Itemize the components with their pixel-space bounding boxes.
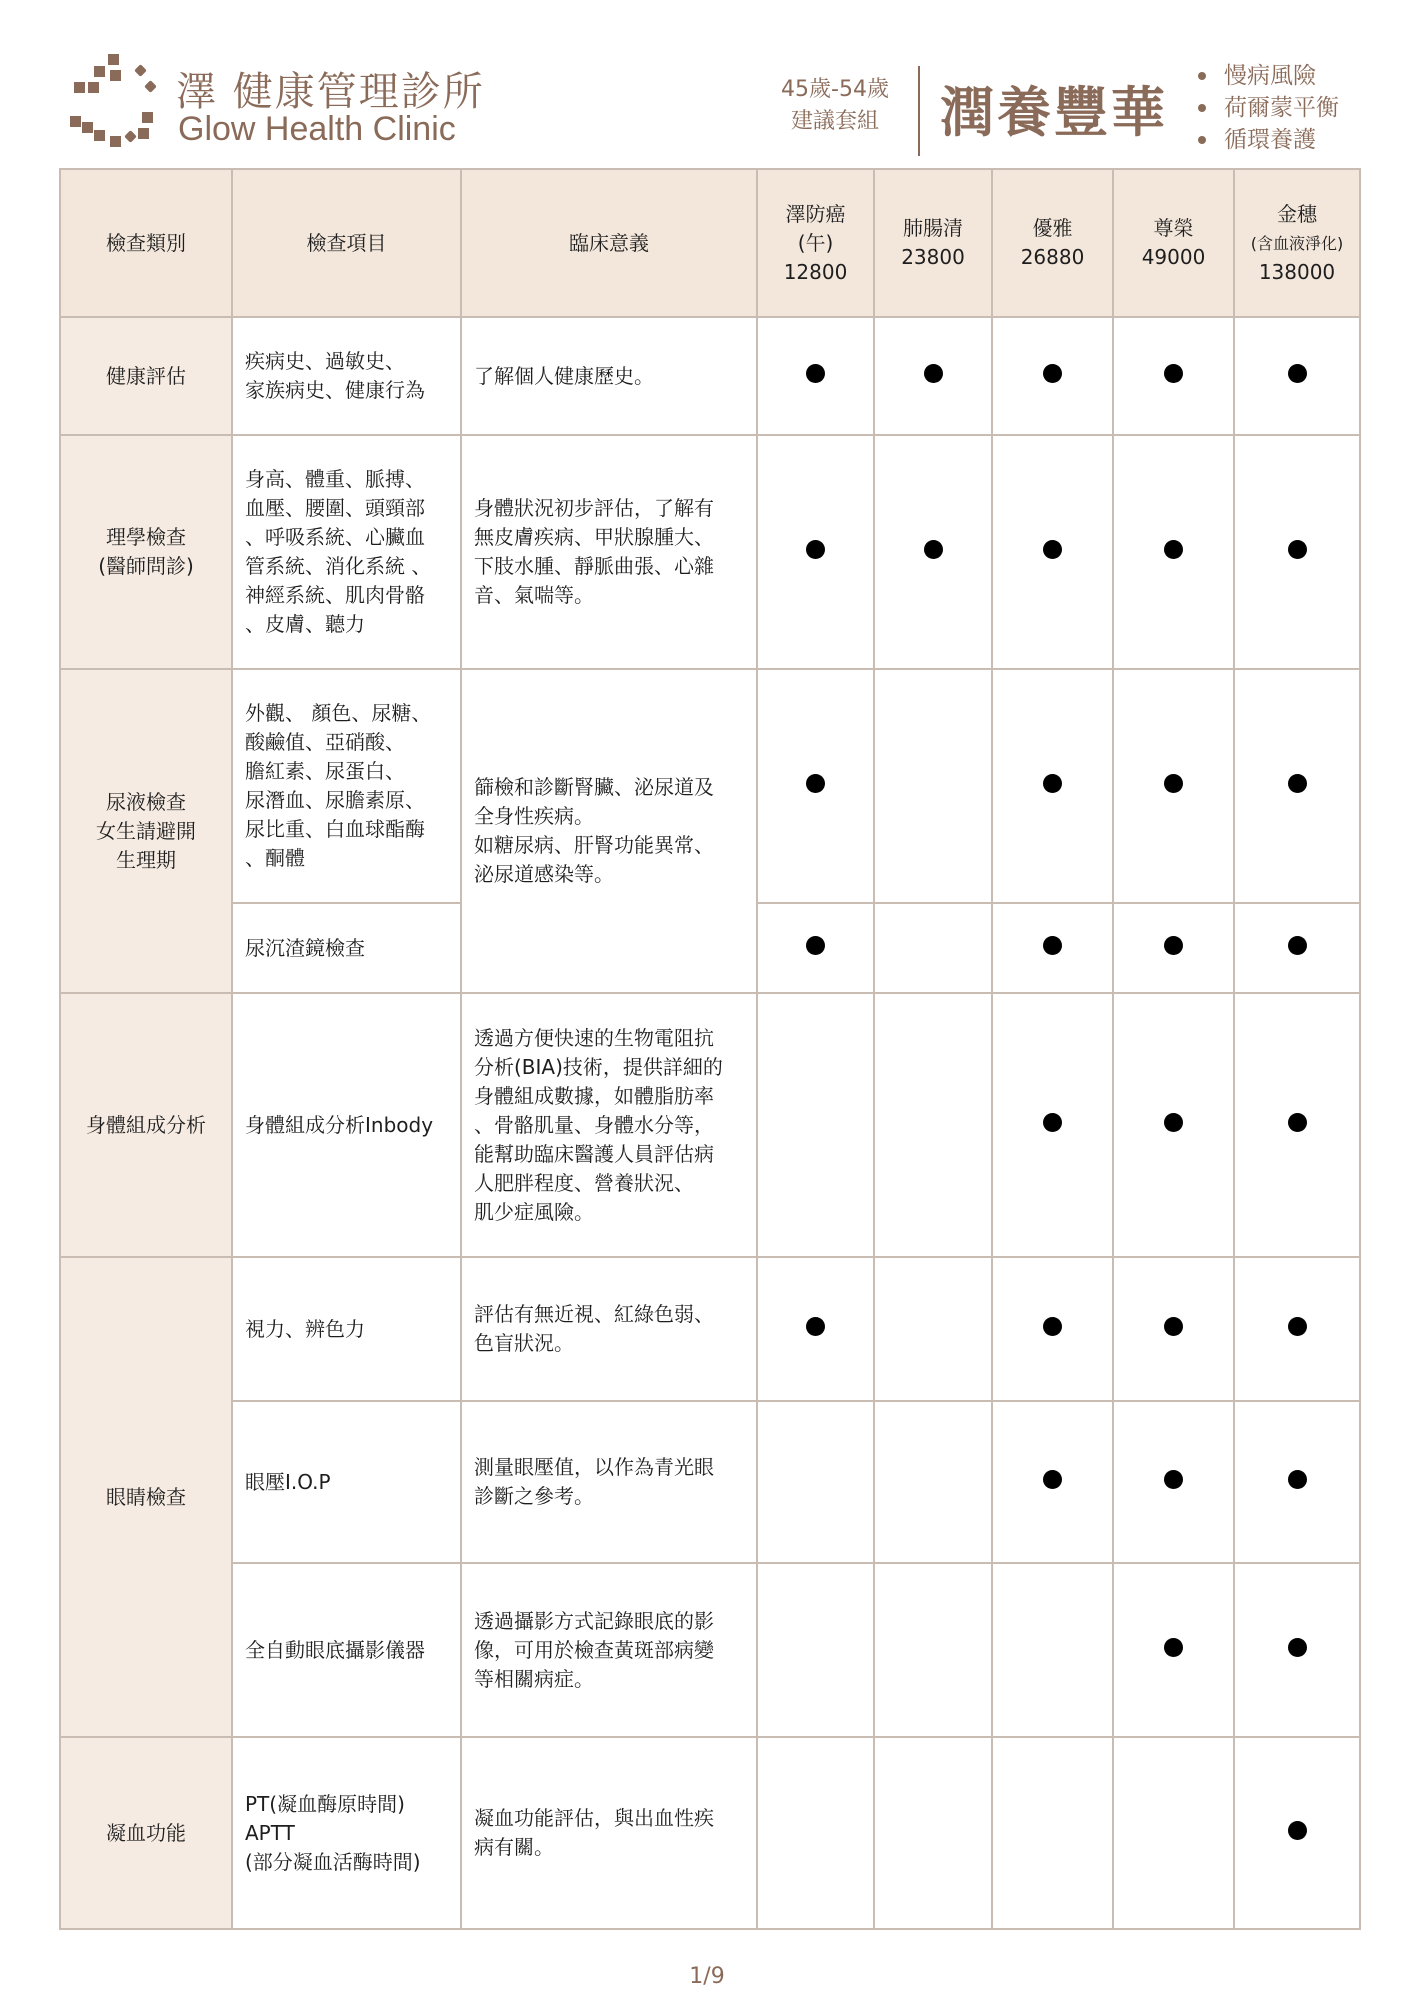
included-dot-icon	[1164, 1638, 1183, 1657]
included-dot-icon	[1288, 1317, 1307, 1336]
included-dot-icon	[1288, 1638, 1307, 1657]
table-row	[60, 1563, 1360, 1737]
category-cell: 理學檢查 (醫師問診)	[60, 435, 232, 669]
bullet-icon	[1198, 136, 1206, 144]
check-cell	[1113, 1737, 1234, 1929]
check-cell	[1113, 1563, 1234, 1737]
included-dot-icon	[1164, 1470, 1183, 1489]
check-cell	[757, 1257, 874, 1401]
category-cell: 凝血功能	[60, 1737, 232, 1929]
included-dot-icon	[1164, 1317, 1183, 1336]
category-cell: 健康評估	[60, 317, 232, 435]
included-dot-icon	[924, 364, 943, 383]
check-cell	[1113, 435, 1234, 669]
age-label: 建議套組	[790, 109, 879, 134]
header-plan-4: 尊榮 49000	[1113, 169, 1234, 317]
check-cell	[874, 903, 992, 993]
header-plan-2: 肺腸清 23800	[874, 169, 992, 317]
included-dot-icon	[924, 540, 943, 559]
check-cell	[1234, 1257, 1360, 1401]
check-cell	[1234, 317, 1360, 435]
check-cell	[992, 1563, 1113, 1737]
header-category: 檢查類別	[60, 169, 232, 317]
check-cell	[1113, 903, 1234, 993]
meaning-cell: 透過攝影方式記錄眼底的影 像，可用於檢查黃斑部病變 等相關病症。	[461, 1563, 757, 1737]
check-cell	[1234, 1401, 1360, 1563]
age-range: 45歲-54歲	[781, 77, 889, 102]
included-dot-icon	[1164, 540, 1183, 559]
table-row	[60, 669, 1360, 903]
included-dot-icon	[1164, 364, 1183, 383]
feature-list	[1198, 60, 1339, 156]
included-dot-icon	[1164, 936, 1183, 955]
included-dot-icon	[806, 1317, 825, 1336]
category-cell: 眼睛檢查	[60, 1257, 232, 1737]
check-cell	[757, 317, 874, 435]
included-dot-icon	[1043, 364, 1062, 383]
included-dot-icon	[1043, 1470, 1062, 1489]
clinic-name-zh: 澤 健康管理診所	[176, 69, 485, 115]
check-cell	[992, 317, 1113, 435]
feature-item: 慢病風險	[1198, 60, 1339, 92]
check-cell	[757, 903, 874, 993]
check-cell	[874, 435, 992, 669]
meaning-cell: 評估有無近視、紅綠色弱、 色盲狀況。	[461, 1257, 757, 1401]
check-cell	[1234, 1563, 1360, 1737]
meaning-cell: 凝血功能評估，與出血性疾 病有關。	[461, 1737, 757, 1929]
check-cell	[874, 669, 992, 903]
check-cell	[992, 669, 1113, 903]
check-cell	[874, 1257, 992, 1401]
category-cell: 身體組成分析	[60, 993, 232, 1257]
check-cell	[1113, 317, 1234, 435]
feature-item: 荷爾蒙平衡	[1198, 92, 1339, 124]
table-row	[60, 1257, 1360, 1401]
check-cell	[874, 1401, 992, 1563]
page-number: 1/9	[689, 1964, 725, 1989]
header-plan-1: 澤防癌 (午) 12800	[757, 169, 874, 317]
exam-table	[59, 168, 1361, 1930]
check-cell	[992, 1737, 1113, 1929]
clinic-logo-icon	[64, 52, 164, 152]
table-row	[60, 435, 1360, 669]
included-dot-icon	[1288, 1113, 1307, 1132]
check-cell	[992, 435, 1113, 669]
included-dot-icon	[1043, 540, 1062, 559]
included-dot-icon	[806, 540, 825, 559]
age-group	[770, 74, 900, 138]
included-dot-icon	[1288, 364, 1307, 383]
table-row	[60, 317, 1360, 435]
header-plan-5: 金穗 (含血液淨化) 138000	[1234, 169, 1360, 317]
header-item: 檢查項目	[232, 169, 461, 317]
included-dot-icon	[806, 364, 825, 383]
check-cell	[1113, 993, 1234, 1257]
bullet-icon	[1198, 104, 1206, 112]
check-cell	[992, 1401, 1113, 1563]
included-dot-icon	[806, 774, 825, 793]
item-cell: 眼壓I.O.P	[232, 1401, 461, 1563]
included-dot-icon	[1164, 774, 1183, 793]
check-cell	[1113, 1257, 1234, 1401]
item-cell: 外觀、 顏色、尿糖、 酸鹼值、亞硝酸、 膽紅素、尿蛋白、 尿潛血、尿膽素原、 尿比重、白血球酯酶 、酮體	[232, 669, 461, 903]
check-cell	[757, 993, 874, 1257]
meaning-cell: 篩檢和診斷腎臟、泌尿道及 全身性疾病。 如糖尿病、肝腎功能異常、 泌尿道感染等。	[461, 669, 757, 993]
check-cell	[757, 435, 874, 669]
clinic-name-en: Glow Health Clinic	[178, 110, 456, 148]
check-cell	[757, 1737, 874, 1929]
item-cell: 全自動眼底攝影儀器	[232, 1563, 461, 1737]
check-cell	[757, 1401, 874, 1563]
included-dot-icon	[1288, 540, 1307, 559]
item-cell: 尿沉渣鏡檢查	[232, 903, 461, 993]
included-dot-icon	[1288, 1821, 1307, 1840]
check-cell	[1234, 993, 1360, 1257]
item-cell: 身高、體重、脈搏、 血壓、腰圍、頭頸部 、呼吸系統、心臟血 管系統、消化系統 、 神經系統、肌肉骨骼 、皮膚、聽力	[232, 435, 461, 669]
check-cell	[874, 1563, 992, 1737]
check-cell	[1234, 1737, 1360, 1929]
category-cell: 尿液檢查 女生請避開 生理期	[60, 669, 232, 993]
check-cell	[1113, 669, 1234, 903]
included-dot-icon	[1288, 936, 1307, 955]
table-row	[60, 1401, 1360, 1563]
header-plan-3: 優雅 26880	[992, 169, 1113, 317]
feature-item: 循環養護	[1198, 124, 1339, 156]
item-cell: 視力、辨色力	[232, 1257, 461, 1401]
check-cell	[874, 1737, 992, 1929]
header-meaning: 臨床意義	[461, 169, 757, 317]
included-dot-icon	[1043, 1317, 1062, 1336]
check-cell	[874, 993, 992, 1257]
included-dot-icon	[1043, 774, 1062, 793]
check-cell	[757, 669, 874, 903]
package-name: 潤養豐華	[940, 81, 1168, 144]
table-row	[60, 1737, 1360, 1929]
bullet-icon	[1198, 72, 1206, 80]
check-cell	[992, 993, 1113, 1257]
meaning-cell: 身體狀況初步評估，了解有 無皮膚疾病、甲狀腺腫大、 下肢水腫、靜脈曲張、心雜 音、氣喘等。	[461, 435, 757, 669]
check-cell	[757, 1563, 874, 1737]
item-cell: 身體組成分析Inbody	[232, 993, 461, 1257]
check-cell	[992, 903, 1113, 993]
check-cell	[874, 317, 992, 435]
check-cell	[1234, 435, 1360, 669]
meaning-cell: 透過方便快速的生物電阻抗 分析(BIA)技術，提供詳細的 身體組成數據，如體脂肪率 、骨骼肌量、身體水分等， 能幫助臨床醫護人員評估病 人肥胖程度、營養狀況、 肌少症風險。	[461, 993, 757, 1257]
included-dot-icon	[1043, 936, 1062, 955]
included-dot-icon	[1043, 1113, 1062, 1132]
item-cell: 疾病史、過敏史、 家族病史、健康行為	[232, 317, 461, 435]
included-dot-icon	[1288, 1470, 1307, 1489]
included-dot-icon	[1164, 1113, 1183, 1132]
check-cell	[1234, 669, 1360, 903]
table-row	[60, 993, 1360, 1257]
included-dot-icon	[1288, 774, 1307, 793]
header-divider	[918, 66, 920, 156]
check-cell	[1234, 903, 1360, 993]
check-cell	[1113, 1401, 1234, 1563]
meaning-cell: 測量眼壓值，以作為青光眼 診斷之參考。	[461, 1401, 757, 1563]
item-cell: PT(凝血酶原時間) APTT (部分凝血活酶時間)	[232, 1737, 461, 1929]
table-header-row	[60, 169, 1360, 317]
included-dot-icon	[806, 936, 825, 955]
meaning-cell: 了解個人健康歷史。	[461, 317, 757, 435]
check-cell	[992, 1257, 1113, 1401]
